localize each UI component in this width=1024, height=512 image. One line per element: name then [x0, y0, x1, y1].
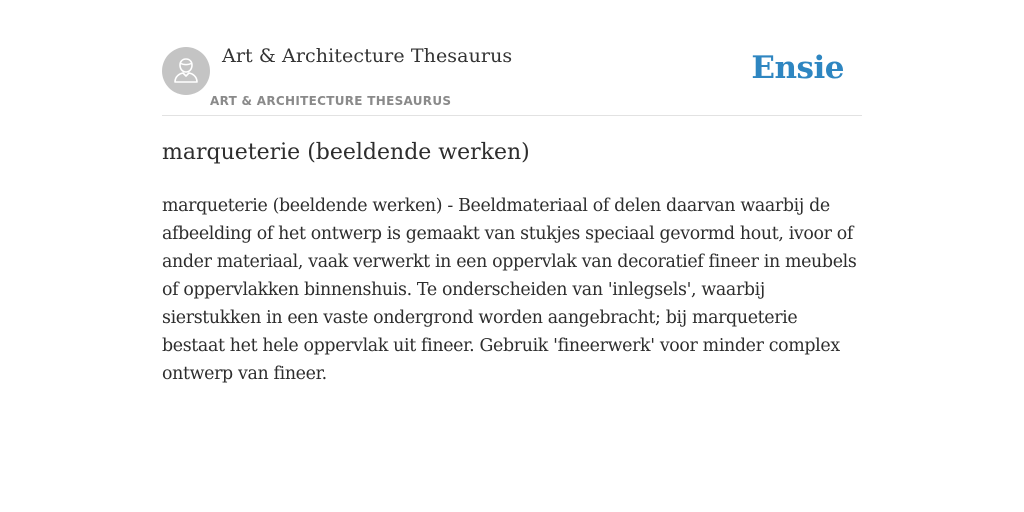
user-avatar-icon [171, 54, 201, 89]
entry-definition: marqueterie (beeldende werken) - Beeldmateriaal of delen daarvan waarbij de afbeelding of het ontwerp is gemaakt van stukjes speciaal gevormd hout, ivoor of ander materiaal, vaak verwerkt in een oppervlak van decoratief fineer in meubels of oppervlakken binnenshuis. Te onderscheiden van 'inlegsels', waarbij sierstukken in een vaste ondergrond worden aangebracht; bij marqueterie bestaat het hele oppervlak uit fineer. Gebruik 'fineerwerk' voor minder complex ontwerp van fineer. [162, 196, 857, 384]
entry-header [162, 0, 862, 116]
category-label[interactable]: ART & ARCHITECTURE THESAURUS [210, 94, 452, 108]
author-avatar[interactable] [162, 47, 210, 95]
entry-title: marqueterie (beeldende werken) [162, 140, 530, 165]
brand-logo[interactable]: Ensie [751, 50, 844, 86]
author-name-link[interactable]: Art & Architecture Thesaurus [222, 45, 513, 67]
content-wrapper [162, 0, 862, 384]
